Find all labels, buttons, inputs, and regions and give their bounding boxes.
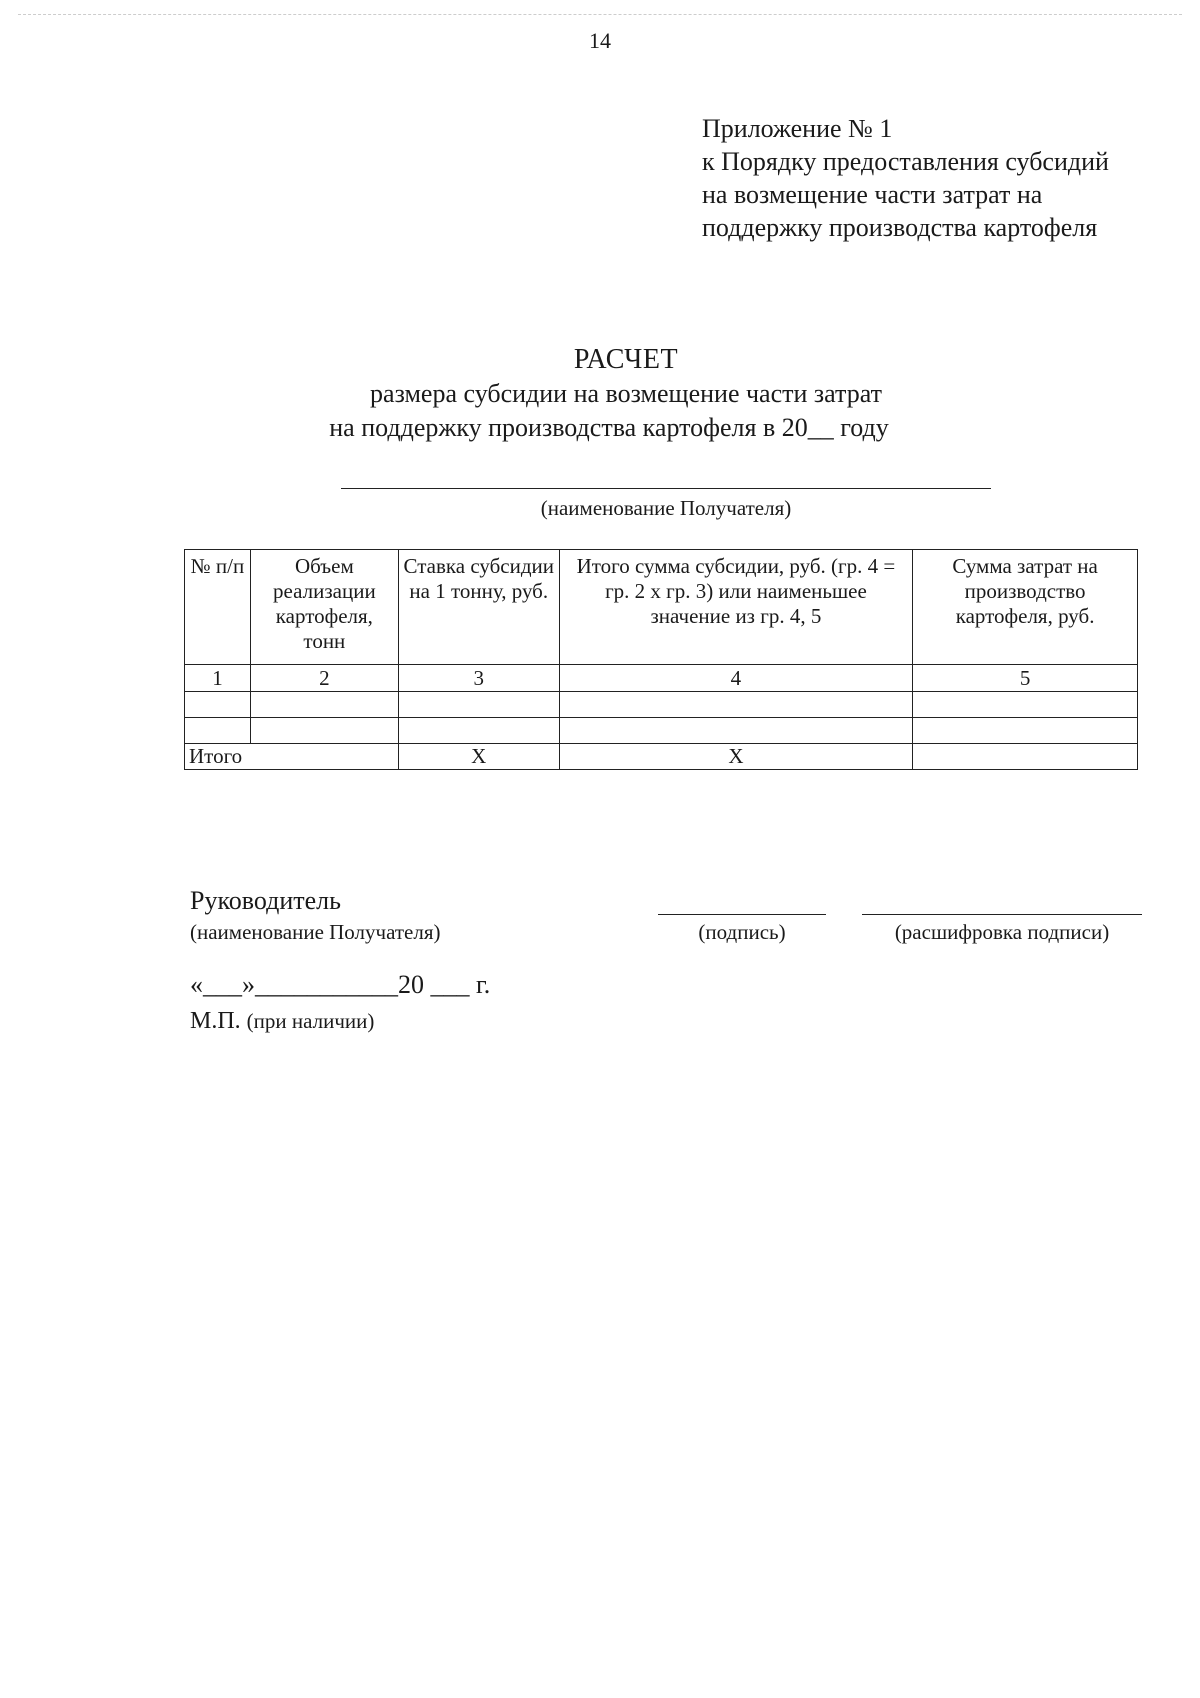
table-header-row xyxy=(185,550,1138,665)
table-cell[interactable] xyxy=(398,692,559,718)
header-cell-subsidy-total: Итого сумма субсидии, руб. (гр. 4 = гр. 2 х гр. 3) или наименьшее значение из гр. 4, 5 xyxy=(559,550,913,665)
total-rate-cell: Х xyxy=(398,744,559,770)
table-cell[interactable] xyxy=(185,692,251,718)
header-cell-volume: Объем реализации картофеля, тонн xyxy=(250,550,398,665)
total-label-cell: Итого xyxy=(185,744,399,770)
recipient-name-line[interactable] xyxy=(341,488,991,489)
signature-decode-caption: (расшифровка подписи) xyxy=(894,920,1110,944)
signature-caption: (подпись) xyxy=(698,920,786,944)
appendix-line-3: на возмещение части затрат на xyxy=(702,180,1043,209)
page-number: 14 xyxy=(589,28,611,53)
table-cell[interactable] xyxy=(185,718,251,744)
document-title: РАСЧЕТ xyxy=(573,344,679,375)
appendix-note xyxy=(702,112,1109,244)
column-number-row xyxy=(185,665,1138,692)
column-number-cell: 5 xyxy=(913,665,1138,692)
table-cell[interactable] xyxy=(559,718,913,744)
document-subtitle-line-1: размера субсидии на возмещение части затрат xyxy=(370,379,882,408)
scan-edge-artifact xyxy=(18,14,1182,19)
stamp-note xyxy=(190,1008,374,1035)
column-number-cell: 3 xyxy=(398,665,559,692)
total-subsidy-cell: Х xyxy=(559,744,913,770)
table-cell[interactable] xyxy=(250,692,398,718)
total-costs-cell[interactable] xyxy=(913,744,1138,770)
table-row xyxy=(185,718,1138,744)
stamp-label: М.П. xyxy=(190,1008,241,1034)
column-number-cell: 4 xyxy=(559,665,913,692)
column-number-cell: 2 xyxy=(250,665,398,692)
table-cell[interactable] xyxy=(559,692,913,718)
appendix-line-2: к Порядку предоставления субсидий xyxy=(702,147,1109,176)
head-label: Руководитель xyxy=(190,886,341,915)
signature-decode-line[interactable] xyxy=(862,914,1142,915)
appendix-line-4: поддержку производства картофеля xyxy=(702,213,1098,242)
document-subtitle-line-2: на поддержку производства картофеля в 20__ году xyxy=(329,413,889,442)
column-number-cell: 1 xyxy=(185,665,251,692)
table-cell[interactable] xyxy=(913,692,1138,718)
title-block xyxy=(0,343,1200,445)
recipient-caption: (наименование Получателя) xyxy=(540,496,792,520)
signature-block xyxy=(190,886,1160,966)
table-cell[interactable] xyxy=(250,718,398,744)
appendix-line-1: Приложение № 1 xyxy=(702,114,893,143)
table-row xyxy=(185,692,1138,718)
header-cell-costs: Сумма затрат на производство картофеля, руб. xyxy=(913,550,1138,665)
date-field[interactable]: «___»___________20 ___ г. xyxy=(190,970,491,999)
stamp-qualifier: (при наличии) xyxy=(246,1009,375,1033)
table-cell[interactable] xyxy=(913,718,1138,744)
signature-line[interactable] xyxy=(658,914,826,915)
header-cell-rate: Ставка субсидии на 1 тонну, руб. xyxy=(398,550,559,665)
header-cell-number: № п/п xyxy=(185,550,251,665)
head-caption: (наименование Получателя) xyxy=(190,920,441,944)
table-cell[interactable] xyxy=(398,718,559,744)
table-total-row xyxy=(185,744,1138,770)
calculation-table xyxy=(184,549,1138,770)
